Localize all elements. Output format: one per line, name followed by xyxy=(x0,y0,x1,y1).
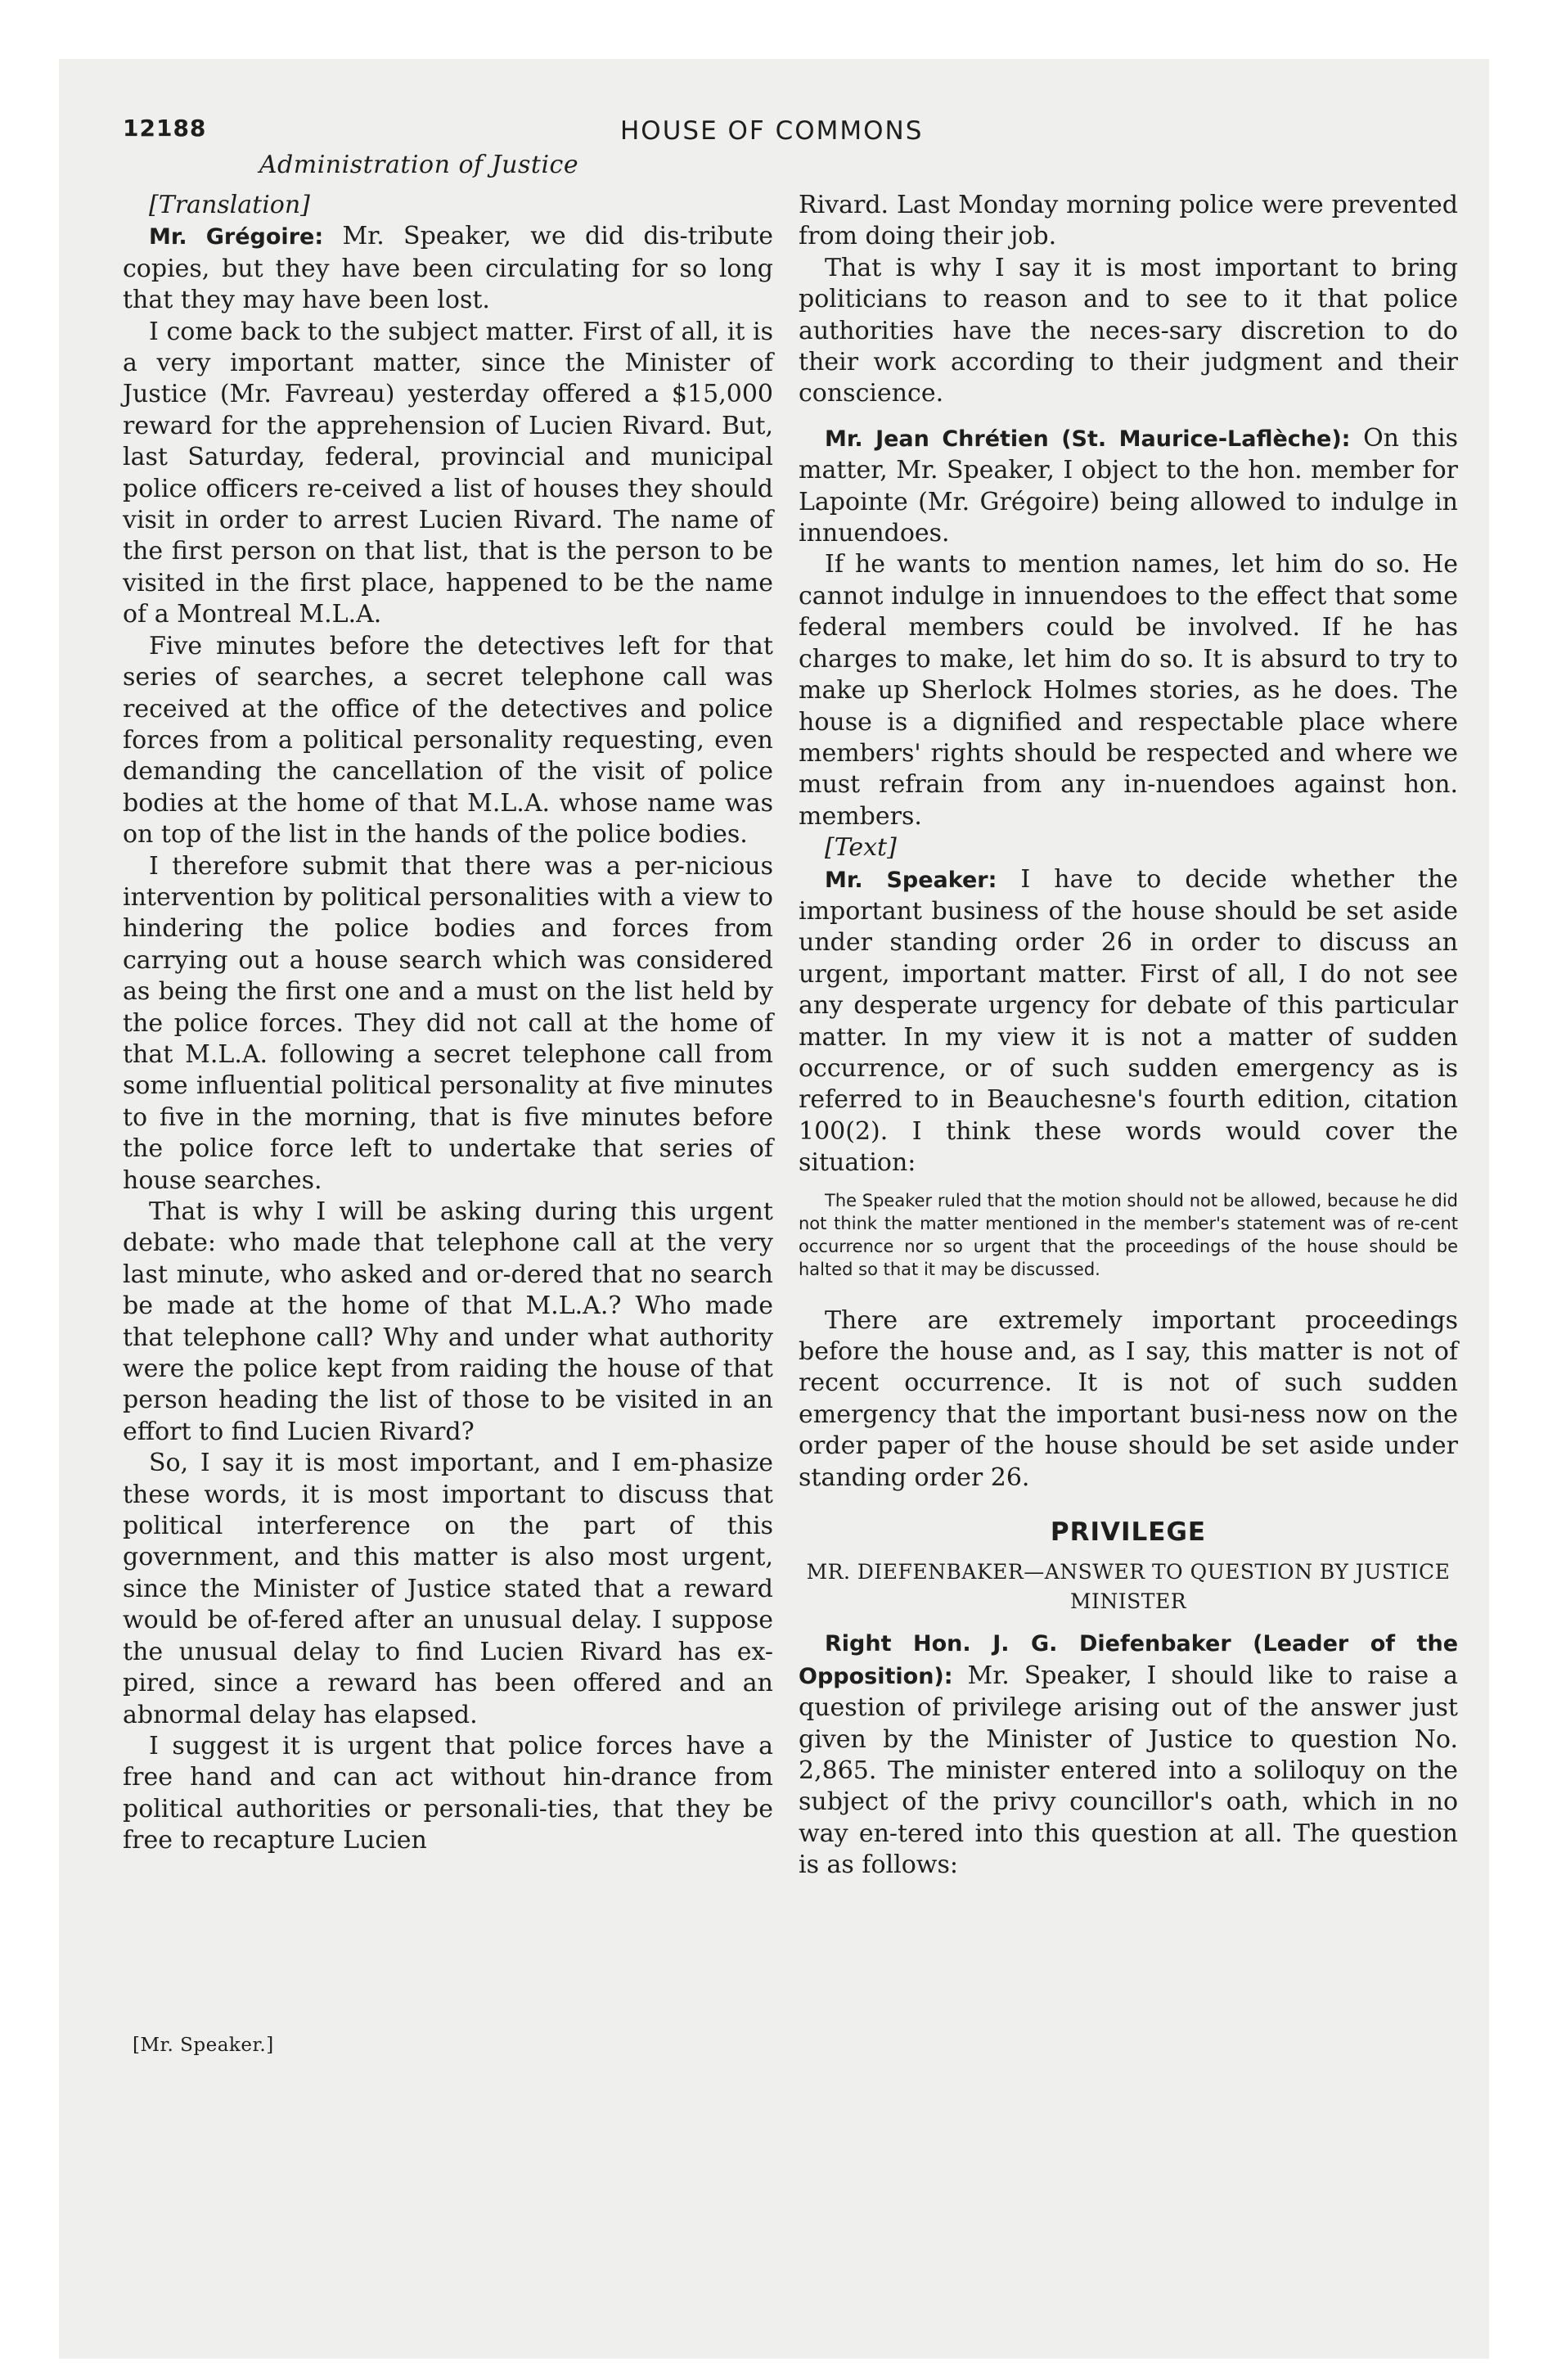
paragraph: I suggest it is urgent that police forces have a free hand and can act without hin-drance from political authorities or personali-ties, that they be free to recapture Lucien xyxy=(123,1731,773,1855)
speech-text: Mr. Speaker, I should like to raise a question of privilege arising out of the answer just given by the Minister of Justice to question No. 2,865. The minister entered into a soliloquy on the subject of the privy councillor's oath, which in no way en-tered into this question at all. The question is as follows: xyxy=(799,1661,1458,1880)
paragraph: So, I say it is most important, and I em-phasize these words, it is most important to discuss that political interference on the part of this government, and this matter is also most urgent, since the Minister of Justice stated that a reward would be of-fered after an unusual delay. I suppose the unusual delay to find Lucien Rivard has ex-pired, since a reward has been offered and an abnormal delay has elapsed. xyxy=(123,1449,773,1729)
speaker-name: Mr. Speaker: xyxy=(825,867,997,893)
paragraph: That is why I will be asking during this urgent debate: who made that telephone call at the very last minute, who asked and or-dered that no search be made at the home of that M.L.A.? Who made that telephone call? Why and under what authority were the police kept from raiding the house of that person heading the list of those to be visited in an effort to find Lucien Rivard? xyxy=(123,1197,773,1446)
speech-text: On this matter, Mr. Speaker, I object to the hon. member for Lapointe (Mr. Grégoire) being allowed to indulge in innuendoes. xyxy=(799,423,1458,548)
text-tag: [Text] xyxy=(825,833,897,863)
paragraph xyxy=(799,864,1458,1179)
paragraph: There are extremely important proceedings before the house and, as I say, this matter is not of recent occurrence. It is not of such sudden emergency that the important busi-ness now on the order paper of the house should be set aside under standing order 26. xyxy=(799,1305,1458,1492)
section-title: Administration of Justice xyxy=(259,151,579,179)
paragraph: I come back to the subject matter. First of all, it is a very important matter, since the Minister of Justice (Mr. Favreau) yesterday offered a $15,000 reward for the apprehension of Lucien Rivard. But, last Saturday, federal, provincial and municipal police officers re-ceived a list of houses they should visit in order to arrest Lucien Rivard. The name of the first person on that list, that is the person to be visited in the first place, happened to be the name of a Montreal M.L.A. xyxy=(123,317,773,629)
speaker-name: Mr. Grégoire: xyxy=(149,224,324,250)
column-footer: [Mr. Speaker.] xyxy=(133,2035,274,2056)
speaker-ruling-note xyxy=(799,1189,1458,1281)
running-head xyxy=(113,115,1455,156)
paragraph: If he wants to mention names, let him do so. He cannot indulge in innuendoes to the effect that some federal members could be involved. If he has charges to make, let him do so. It is absurd to try to make up Sherlock Holmes stories, as he does. The house is a dignified and respectable place where members' rights should be respected and where we must refrain from any in-nuendoes against hon. members. xyxy=(799,550,1458,831)
paragraph: Five minutes before the detectives left for that series of searches, a secret telephone call was received at the office of the detectives and police forces from a political personality requesting, even demanding the cancellation of the visit of police bodies at the home of that M.L.A. whose name was on top of the list in the hands of the police bodies. xyxy=(123,631,773,850)
speech-text: Mr. Speaker, we did dis-tribute copies, but they have been circulating for so long that they may have been lost. xyxy=(123,222,773,315)
page-number: 12188 xyxy=(123,115,207,142)
paragraph: That is why I say it is most important to bring politicians to reason and to see to it that police authorities have the neces-sary discretion to do their work according to their judgment and their conscience. xyxy=(799,253,1458,408)
paragraph xyxy=(799,423,1458,550)
paragraph: Rivard. Last Monday morning police were prevented from doing their job. xyxy=(799,191,1458,251)
paragraph xyxy=(123,221,773,316)
paragraph: I therefore submit that there was a per-nicious intervention by political personalities with a view to hindering the police bodies and forces from carrying out a house search which was considered as being the first one and a must on the list held by the police forces. They did not call at the home of that M.L.A. following a secret telephone call from some influential political personality at five minutes to five in the morning, that is five minutes before the police force left to undertake that series of house searches. xyxy=(123,851,773,1195)
left-column xyxy=(123,190,773,1857)
right-column xyxy=(799,190,1458,1882)
journal-title: HOUSE OF COMMONS xyxy=(620,116,924,146)
speaker-name: Right Hon. J. G. Diefenbaker (Leader of the Opposition): xyxy=(799,1631,1458,1689)
speaker-name: Mr. Jean Chrétien (St. Maurice-Laflèche): xyxy=(825,426,1351,452)
paragraph xyxy=(799,1628,1458,1881)
translation-tag: [Translation] xyxy=(149,191,310,219)
ruling-text: The Speaker ruled that the motion should not be allowed, because he did not think the matter mentioned in the member's statement was of re-cent occurrence nor so urgent that the proceedings of the house should be halted so that it may be discussed. xyxy=(799,1190,1458,1279)
privilege-subheading: MR. DIEFENBAKER—ANSWER TO QUESTION BY JUSTICE MINISTER xyxy=(806,1560,1451,1614)
speech-text: I have to decide whether the important business of the house should be set aside under standing order 26 in order to discuss an urgent, important matter. First of all, I do not see any desperate urgency for debate of this particular matter. In my view it is not a matter of sudden occurrence, or of such sudden emergency as is referred to in Beauchesne's fourth edition, citation 100(2). I think these words would cover the situation: xyxy=(799,864,1458,1178)
privilege-heading: PRIVILEGE xyxy=(1050,1517,1207,1548)
